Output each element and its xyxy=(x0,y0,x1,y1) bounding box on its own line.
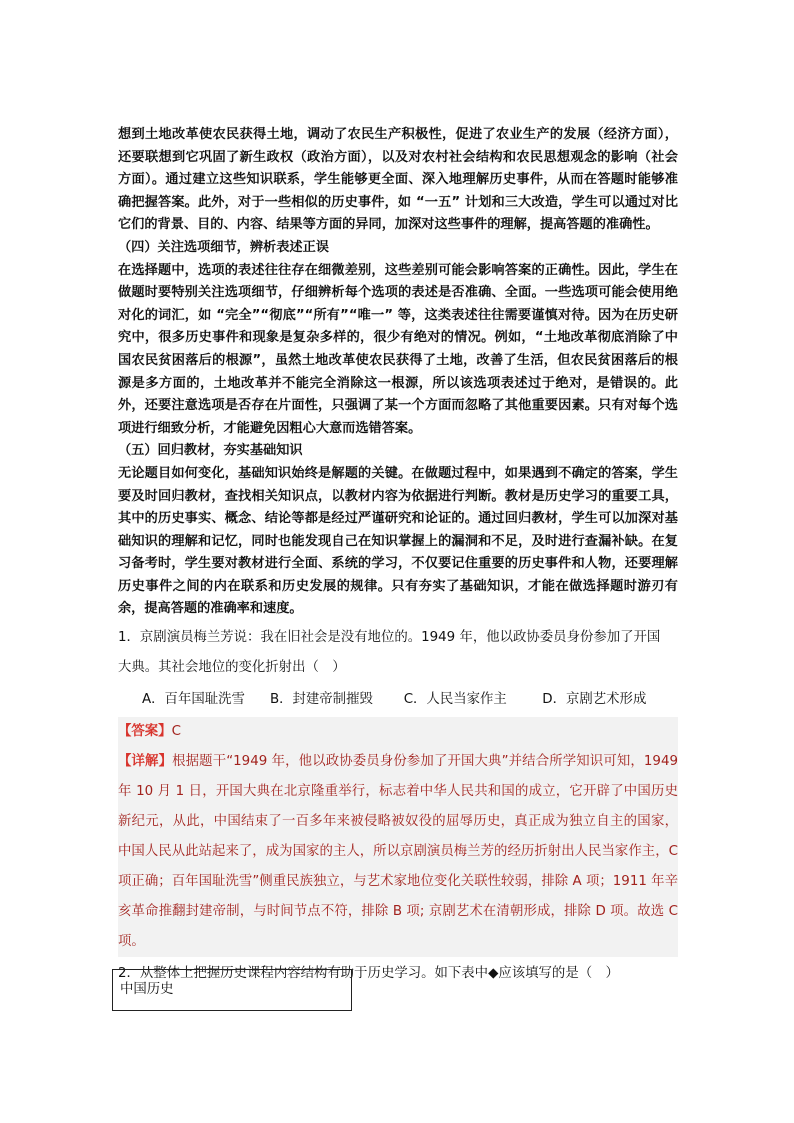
detail-text: 根据题干“1949 年，他以政协委员身份参加了开国大典”并结合所学知识可知，1949 年 10 月 1 日，开国大典在北京隆重举行，标志着中华人民共和国的成立，它开辟了中国历史新纪元，从此，中国结束了一百多年来被侵略被奴役的屈辱历史，真正成为独立自主的国家，中国人民从此站起来了，成为国家的主人，所以京剧演员梅兰芳的经历折射出人民当家作主，C 项正确；百年国耻洗雪”侧重民族独立，与艺术家地位变化关联性较弱，排除 A 项；1911 年辛亥革命推翻封建帝制，与时间节点不符，排除 B 项; 京剧艺术在清朝形成，排除 D 项。故选 C 项。 xyxy=(118,754,678,950)
question-1-stem-line2: 大典。其社会地位的变化折射出（ ） xyxy=(118,660,346,676)
answer-box xyxy=(118,717,678,957)
option-b: B．封建帝制摧毁 xyxy=(269,692,373,708)
question-1-options xyxy=(142,685,678,715)
section-5-body: 无论题目如何变化，基础知识始终是解题的关键。在做题过程中，如果遇到不确定的答案，学生要及时回归教材，查找相关知识点，以教材内容为依据进行判断。教材是历史学习的重要工具，其中的历史事实、概念、结论等都是经过严谨研究和论证的。通过回归教材，学生可以加深对基础知识的理解和记忆，同时也能发现自己在知识掌握上的漏洞和不足，及时进行查漏补缺。在复习备考时，学生要对教材进行全面、系统的学习，不仅要记住重要的历史事件和人物，还要理解历史事件之间的内在联系和历史发展的规律。只有夯实了基础知识，才能在做选择题时游刃有余，提高答题的准确率和速度。 xyxy=(118,465,678,617)
detail-tag: 【详解】 xyxy=(118,754,173,770)
table-cell-chinese-history: 中国历史 xyxy=(120,982,174,997)
intro-paragraph: 想到土地改革使农民获得土地，调动了农民生产积极性，促进了农业生产的发展（经济方面），还要联想到它巩固了新生政权（政治方面），以及对农村社会结构和农民思想观念的影响（社会方面）。通过建立这些知识联系，学生能够更全面、深入地理解历史事件，从而在答题时能够准确把握答案。此外，对于一些相似的历史事件，如 “一五” 计划和三大改造，学生可以通过对比它们的背景、目的、内容、结果等方面的异同，加深对这些事件的理解，提高答题的准确性。 xyxy=(118,127,678,233)
answer-value: C xyxy=(171,724,181,740)
section-5-heading: （五）回归教材，夯实基础知识 xyxy=(118,443,303,459)
answer-tag: 【答案】 xyxy=(118,724,172,740)
question-1-stem-line1: 1．京剧演员梅兰芳说：我在旧社会是没有地位的。1949 年，他以政协委员身份参加了开国 xyxy=(118,630,661,646)
document-page xyxy=(118,124,678,989)
option-d: D．京剧艺术形成 xyxy=(542,692,647,708)
option-a: A．百年国耻洗雪 xyxy=(142,692,245,708)
section-4-heading: （四）关注选项细节，辨析表述正误 xyxy=(118,239,329,255)
question-2-stem: 2．从整体上把握历史课程内容结构有助于历史学习。如下表中◆应该填写的是（ ） xyxy=(118,966,619,982)
detail-explanation xyxy=(118,747,678,957)
answer-line xyxy=(118,717,678,747)
question-2-table xyxy=(112,969,352,1011)
section-4-body: 在选择题中，选项的表述往往存在细微差别，这些差别可能会影响答案的正确性。因此，学生在做题时要特别关注选项细节，仔细辨析每个选项的表述是否准确、全面。一些选项可能会使用绝对化的词汇，如 “完全”“彻底”“所有”“唯一” 等，这类表述往往需要谨慎对待。因为在历史研究中，很多历史事件和现象是复杂多样的，很少有绝对的情况。例如，“土地改革彻底消除了中国农民贫困落后的根源”，虽然土地改革使农民获得了土地，改善了生活，但农民贫困落后的根源是多方面的，土地改革并不能完全消除这一根源，所以该选项表述过于绝对，是错误的。此外，还要注意选项是否存在片面性，只强调了某一个方面而忽略了其他重要因素。只有对每个选项进行细致分析，才能避免因粗心大意而选错答案。 xyxy=(118,262,678,436)
option-c: C．人民当家作主 xyxy=(403,692,507,708)
